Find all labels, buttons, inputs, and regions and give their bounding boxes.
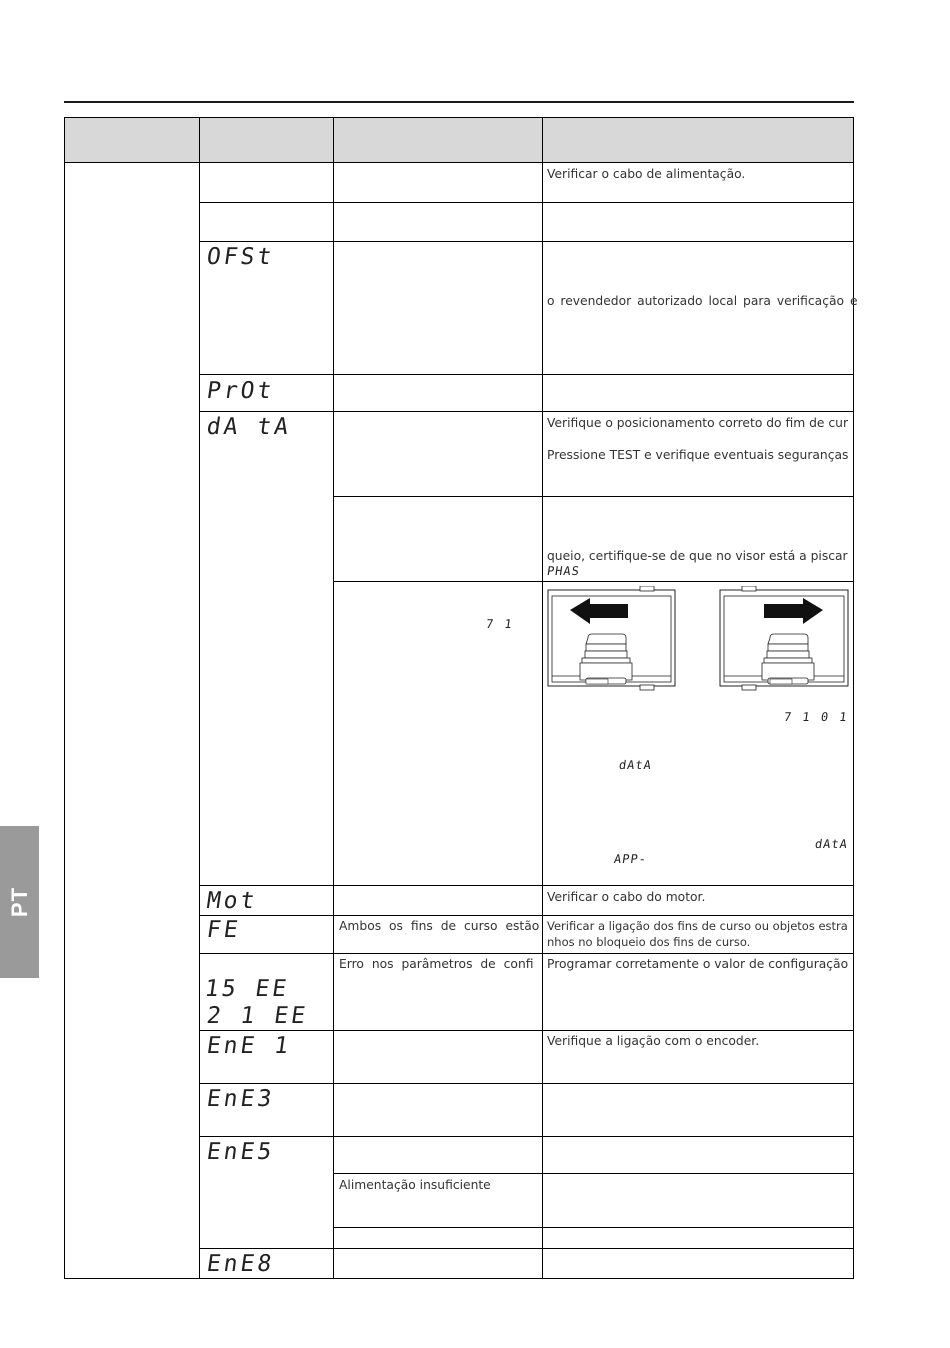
- motor-direction-figure: [546, 586, 852, 692]
- table-header-cell-3: [334, 117, 542, 162]
- solution-data-test: Pressione TEST e verifique eventuais seguranças: [547, 448, 849, 462]
- solution-data-limit: Verifique o posicionamento correto do fim de cur: [547, 416, 849, 430]
- solution-ene1: Verifique a ligação com o encoder.: [547, 1034, 760, 1048]
- solution-code-7101: 7 1 0 1: [783, 710, 850, 724]
- arrow-right-icon: [764, 598, 823, 624]
- solution-power-cable: Verificar o cabo de alimentação.: [547, 167, 746, 181]
- language-tab-label: PT: [6, 886, 32, 918]
- table-header-cell-2: [200, 117, 333, 162]
- solution-isee: Programar corretamente o valor de configuração: [547, 957, 849, 971]
- desc-ene5-power: Alimentação insuficiente: [339, 1178, 491, 1192]
- code-fe: FE: [205, 917, 243, 943]
- top-rule: [64, 101, 854, 103]
- solution-code-app: APP-: [613, 852, 648, 866]
- solution-fe-line1: Verificar a ligação dos fins de curso ou objetos estra: [547, 919, 848, 933]
- desc-fe: Ambos os fins de curso estão: [339, 919, 540, 933]
- code-ene1: EnE 1: [205, 1033, 293, 1059]
- desc-code-71: 7 1: [485, 617, 515, 631]
- code-prot: PrOt: [205, 378, 277, 404]
- motor-right-diagram: [720, 586, 848, 690]
- code-ene5: EnE5: [205, 1139, 277, 1165]
- code-mot: Mot: [205, 888, 260, 914]
- table-header-cell-4: [543, 117, 853, 162]
- motor-left-diagram: [548, 586, 675, 690]
- solution-ofst: o revendedor autorizado local para verificação e: [547, 294, 858, 308]
- code-ofst: OFSt: [205, 244, 277, 270]
- code-isee: 15 EE: [203, 976, 291, 1002]
- solution-data-display: queio, certifique-se de que no visor está a piscar: [547, 549, 848, 563]
- arrow-left-icon: [570, 598, 628, 624]
- code-21ee: 2 1 EE: [205, 1003, 310, 1029]
- table-header-cell-1: [65, 117, 199, 162]
- language-tab: [0, 826, 39, 978]
- solution-code-data-2: dAtA: [814, 837, 849, 851]
- solution-fe-line2: nhos no bloqueio dos fins de curso.: [547, 935, 751, 949]
- code-ene8: EnE8: [205, 1251, 277, 1277]
- solution-phas-code: PHAS: [546, 564, 581, 578]
- desc-isee: Erro nos parâmetros de confi: [339, 957, 534, 971]
- code-data: dA tA: [205, 414, 293, 440]
- solution-motor-cable: Verificar o cabo do motor.: [547, 890, 706, 904]
- solution-code-data-1: dAtA: [618, 758, 653, 772]
- code-ene3: EnE3: [205, 1086, 277, 1112]
